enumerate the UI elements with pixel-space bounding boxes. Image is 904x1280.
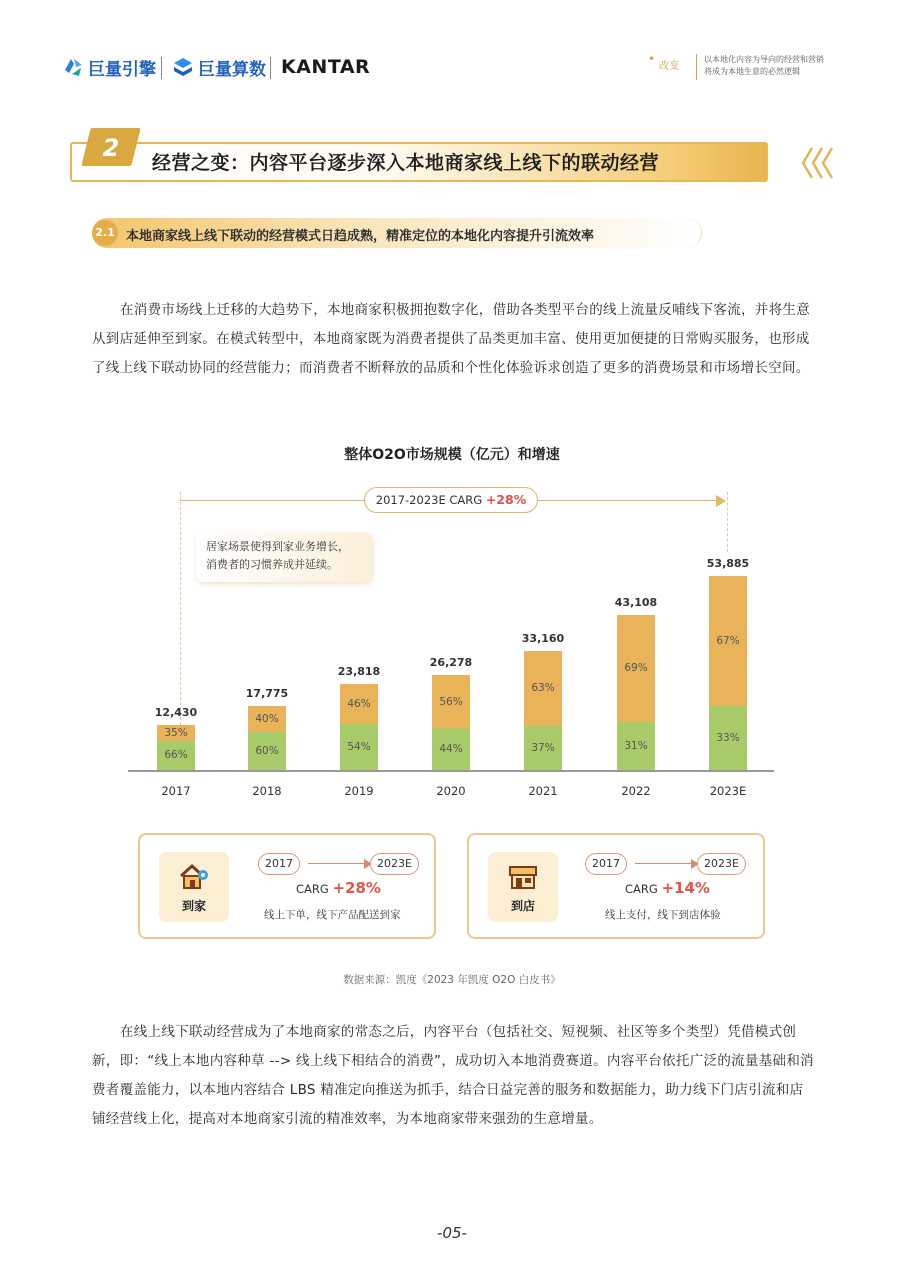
bar-segment-top: 63% xyxy=(524,651,562,726)
bar-segment-top: 56% xyxy=(432,675,470,728)
bar-segment-top: 40% xyxy=(248,706,286,732)
header-separator xyxy=(270,57,271,79)
card-carg-label: CARG xyxy=(625,882,662,896)
body-paragraph: 在消费市场线上迁移的大趋势下，本地商家积极拥抱数字化，借助各类型平台的线上流量反哺线下客流，并将生意从到店延伸至到家。在模式转型中，本地商家既为消费者提供了品类更加丰富、使用更加便捷的日常购买服务，也形成了线上线下联动协同的经营能力；而消费者不断释放的品质和个性化体验诉求创造了更多的消费场景和市场增长空间。 xyxy=(92,302,810,376)
chevron-left-icon xyxy=(820,146,834,180)
bar-segment-bottom: 44% xyxy=(432,728,470,770)
bar-segment-top: 67% xyxy=(709,576,747,706)
logo3-text: KANTAR xyxy=(281,56,371,78)
x-tick-label: 2023E xyxy=(709,784,747,798)
header-note-line2: 将成为本地生意的必然逻辑 xyxy=(704,67,800,76)
chart-title: 整体O2O市场规模（亿元）和增速 xyxy=(344,447,560,463)
card-icon-block xyxy=(159,852,229,922)
card-end-year: 2023E xyxy=(370,853,419,875)
x-tick-label: 2022 xyxy=(621,784,651,798)
carg-pill xyxy=(364,487,538,513)
bar-2021 xyxy=(524,651,562,770)
bar-total-label: 23,818 xyxy=(337,665,381,679)
bar-total-label: 53,885 xyxy=(706,557,750,570)
chart-annotation-line2: 消费者的习惯养成并延续。 xyxy=(206,558,338,571)
bar-total-label: 33,160 xyxy=(521,631,565,645)
storefront-icon xyxy=(507,862,539,892)
subsection-number: 2.1 xyxy=(92,220,118,246)
card-arrow-line xyxy=(635,863,693,864)
chart-annotation-line1: 居家场景使得到家业务增长， xyxy=(206,540,349,553)
bar-segment-bottom: 54% xyxy=(340,724,378,770)
bar-total-label: 26,278 xyxy=(429,656,473,670)
carg-bracket-right xyxy=(727,492,728,552)
bar-2018 xyxy=(248,706,286,770)
card-description: 线上下单，线下产品配送到家 xyxy=(264,909,401,921)
card-label: 到店 xyxy=(510,899,535,913)
carg-percent: +28% xyxy=(485,492,527,507)
card-instore xyxy=(467,833,765,939)
arrow-right-icon xyxy=(716,495,726,507)
page-header xyxy=(0,0,904,100)
bar-total-label: 12,430 xyxy=(154,706,198,720)
subsection-title: 本地商家线上线下联动的经营模式日趋成熟，精准定位的本地化内容提升引流效率 xyxy=(126,229,595,244)
bar-total-label: 17,775 xyxy=(245,687,289,700)
card-start-year: 2017 xyxy=(258,853,300,875)
card-carg xyxy=(296,879,381,897)
bar-segment-bottom: 37% xyxy=(524,726,562,770)
bar-segment-bottom: 66% xyxy=(157,741,195,770)
bar-segment-bottom: 33% xyxy=(709,706,747,770)
logo-juliang-suanshu xyxy=(172,55,266,79)
header-note xyxy=(704,54,854,78)
bar-segment-top: 69% xyxy=(617,615,655,722)
logo1-text: 巨量引擎 xyxy=(88,59,156,80)
card-carg-label: CARG xyxy=(296,882,333,896)
section-number: 2 xyxy=(102,134,120,162)
logo-juliang-yinqing xyxy=(62,55,156,79)
carg-range: 2017-2023E CARG xyxy=(375,493,486,507)
logo-kantar xyxy=(281,55,370,79)
card-carg-percent: +14% xyxy=(661,879,710,897)
bar-total-label: 43,108 xyxy=(614,595,658,609)
header-tag: • 改变 xyxy=(650,56,688,78)
x-tick-label: 2020 xyxy=(436,784,466,798)
section-title: 经营之变：内容平台逐步深入本地商家线上线下的联动经营 xyxy=(152,152,660,174)
house-location-icon xyxy=(178,862,210,892)
bar-segment-bottom: 31% xyxy=(617,722,655,770)
x-tick-label: 2017 xyxy=(161,784,191,798)
card-arrow-line xyxy=(308,863,366,864)
bar-2023E xyxy=(709,576,747,770)
card-delivery-home xyxy=(138,833,436,939)
card-end-year: 2023E xyxy=(697,853,746,875)
header-separator xyxy=(161,57,162,79)
bar-segment-bottom: 60% xyxy=(248,732,286,770)
chart-annotation xyxy=(196,532,372,582)
card-carg-percent: +28% xyxy=(332,879,381,897)
bar-segment-top: 46% xyxy=(340,684,378,723)
bar-2017 xyxy=(157,725,195,770)
x-tick-label: 2018 xyxy=(252,784,282,798)
card-carg xyxy=(625,879,710,897)
logo2-text: 巨量算数 xyxy=(198,59,266,80)
suanshu-logo-icon xyxy=(172,56,194,78)
x-tick-label: 2021 xyxy=(528,784,558,798)
card-label: 到家 xyxy=(181,899,206,913)
header-note-line1: 以本地化内容为导向的经营和营销 xyxy=(704,55,824,64)
bar-segment-top: 35% xyxy=(157,725,195,741)
x-tick-label: 2019 xyxy=(344,784,374,798)
body-paragraph: 在线上线下联动经营成为了本地商家的常态之后，内容平台（包括社交、短视频、社区等多个类型）凭借模式创新，即：“线上本地内容种草 --> 线上线下相结合的消费”，成功切入本地消费赛道。内容平台依托广泛的流量基础和消费者覆盖能力，以本地内容结合 LBS 精准定向推送为抓手，结合日益完善的服务和数据能力，助力线下门店引流和店铺经营线上化，提高对本地商家引流的精准效率，为本地商家带来强劲的生意增量。 xyxy=(92,1024,814,1127)
page-number: -05- xyxy=(437,1224,467,1242)
bar-2022 xyxy=(617,615,655,770)
data-source: 数据来源：凯度《2023 年凯度 O2O 白皮书》 xyxy=(343,974,561,986)
bar-2019 xyxy=(340,684,378,770)
card-icon-block xyxy=(488,852,558,922)
bar-2020 xyxy=(432,675,470,770)
card-start-year: 2017 xyxy=(585,853,627,875)
card-description: 线上支付，线下到店体验 xyxy=(605,909,721,921)
yinqing-logo-icon xyxy=(62,56,84,78)
header-divider xyxy=(696,54,697,80)
x-axis xyxy=(128,770,774,772)
